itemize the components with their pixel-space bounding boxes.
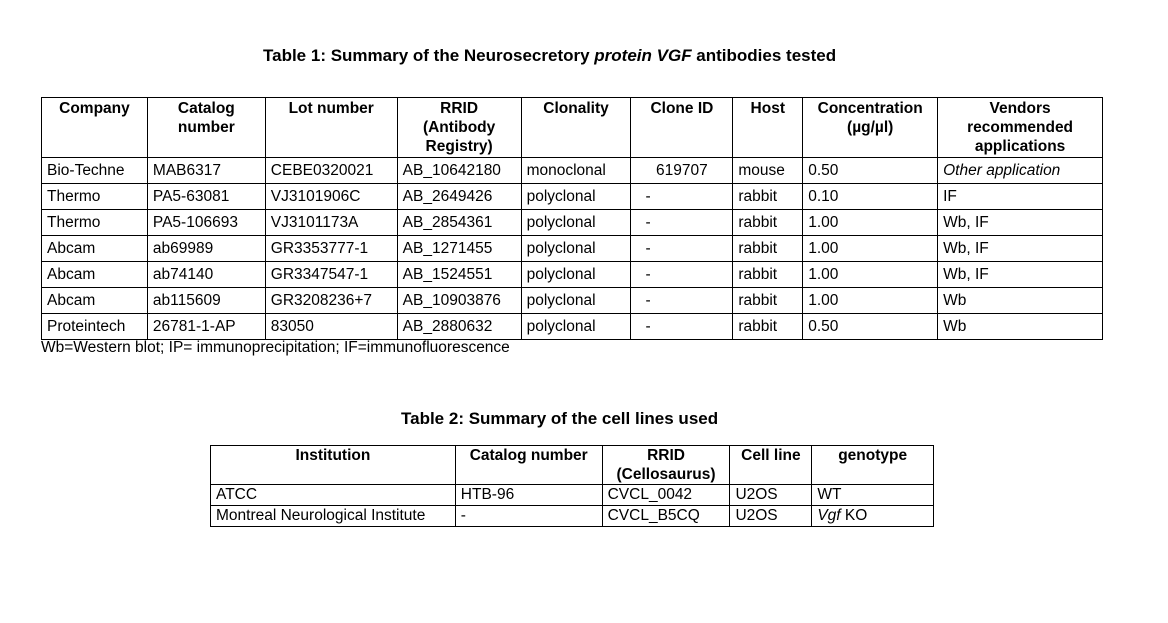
cell-institution: Montreal Neurological Institute (211, 506, 456, 527)
cell-catalog: ab115609 (147, 288, 265, 314)
cell-host: rabbit (733, 314, 803, 340)
header-host: Host (733, 98, 803, 158)
cell-clone-id: - (631, 236, 733, 262)
cell-clonality: polyclonal (521, 262, 631, 288)
cell-host: rabbit (733, 262, 803, 288)
table-row (211, 485, 934, 506)
cell-clone-id: 619707 (631, 158, 733, 184)
table-row (42, 314, 1103, 340)
table1-title-text: Table 1: Summary of the Neurosecretory (263, 46, 595, 65)
cell-clone-id: - (631, 184, 733, 210)
cell-applications: Wb, IF (938, 262, 1103, 288)
table1-title-suffix: antibodies tested (691, 46, 837, 65)
cell-rrid: AB_2854361 (397, 210, 521, 236)
cell-company: Thermo (42, 184, 148, 210)
cell-lot: VJ3101173A (265, 210, 397, 236)
cell-concentration: 1.00 (803, 262, 938, 288)
table-row (42, 158, 1103, 184)
cell-applications: Wb, IF (938, 210, 1103, 236)
table2-title: Table 2: Summary of the cell lines used (401, 409, 719, 428)
cell-clonality: polyclonal (521, 210, 631, 236)
cell-lot: GR3208236+7 (265, 288, 397, 314)
cell-host: rabbit (733, 184, 803, 210)
cell-catalog: MAB6317 (147, 158, 265, 184)
table-row (211, 506, 934, 527)
cell-lot: 83050 (265, 314, 397, 340)
cell-catalog: ab74140 (147, 262, 265, 288)
cell-genotype: WT (812, 485, 934, 506)
cell-catalog: PA5-63081 (147, 184, 265, 210)
cell-company: Thermo (42, 210, 148, 236)
table2-header-row (211, 446, 934, 485)
cell-host: rabbit (733, 210, 803, 236)
cell-rrid: AB_1271455 (397, 236, 521, 262)
cell-clonality: polyclonal (521, 236, 631, 262)
header-genotype: genotype (812, 446, 934, 485)
table-row (42, 288, 1103, 314)
cell-concentration: 1.00 (803, 210, 938, 236)
cell-rrid: AB_2880632 (397, 314, 521, 340)
cell-applications: Wb (938, 288, 1103, 314)
cell-clonality: monoclonal (521, 158, 631, 184)
cell-company: Abcam (42, 262, 148, 288)
header-applications: Vendors recommended applications (938, 98, 1103, 158)
cell-clone-id: - (631, 262, 733, 288)
cell-lot: CEBE0320021 (265, 158, 397, 184)
header-rrid: RRID (Cellosaurus) (602, 446, 730, 485)
cell-applications: Other application (938, 158, 1103, 184)
cell-host: mouse (733, 158, 803, 184)
table-row (42, 262, 1103, 288)
cell-cell-line: U2OS (730, 485, 812, 506)
header-institution: Institution (211, 446, 456, 485)
cell-cell-line: U2OS (730, 506, 812, 527)
header-rrid: RRID (Antibody Registry) (397, 98, 521, 158)
cell-clonality: polyclonal (521, 184, 631, 210)
header-lot: Lot number (265, 98, 397, 158)
cell-applications: Wb (938, 314, 1103, 340)
cell-lot: GR3353777-1 (265, 236, 397, 262)
table1-footnote: Wb=Western blot; IP= immunoprecipitation; IF=immunofluorescence (41, 339, 510, 356)
cell-rrid: CVCL_B5CQ (602, 506, 730, 527)
cell-applications: Wb, IF (938, 236, 1103, 262)
genotype-gene: Vgf (817, 507, 841, 524)
cell-catalog: HTB-96 (455, 485, 602, 506)
cell-catalog: - (455, 506, 602, 527)
cell-rrid: AB_2649426 (397, 184, 521, 210)
cell-rrid: AB_1524551 (397, 262, 521, 288)
header-concentration: Concentration (µg/µl) (803, 98, 938, 158)
table-row (42, 184, 1103, 210)
cell-clone-id: - (631, 210, 733, 236)
cell-rrid: AB_10642180 (397, 158, 521, 184)
cell-concentration: 0.50 (803, 158, 938, 184)
header-cell-line: Cell line (730, 446, 812, 485)
cell-genotype (812, 506, 934, 527)
cell-rrid: CVCL_0042 (602, 485, 730, 506)
cell-company: Abcam (42, 236, 148, 262)
cell-concentration: 1.00 (803, 288, 938, 314)
antibody-table (41, 97, 1103, 340)
cell-host: rabbit (733, 288, 803, 314)
table-row (42, 210, 1103, 236)
cell-concentration: 0.50 (803, 314, 938, 340)
cell-clonality: polyclonal (521, 288, 631, 314)
header-clone-id: Clone ID (631, 98, 733, 158)
cell-line-table (210, 445, 934, 527)
cell-host: rabbit (733, 236, 803, 262)
cell-company: Bio-Techne (42, 158, 148, 184)
header-company: Company (42, 98, 148, 158)
cell-clone-id: - (631, 288, 733, 314)
header-catalog-number: Catalog number (455, 446, 602, 485)
cell-applications: IF (938, 184, 1103, 210)
cell-concentration: 1.00 (803, 236, 938, 262)
cell-lot: VJ3101906C (265, 184, 397, 210)
cell-catalog: PA5-106693 (147, 210, 265, 236)
genotype-suffix: KO (840, 507, 868, 524)
table1-title (263, 46, 836, 66)
cell-lot: GR3347547-1 (265, 262, 397, 288)
header-clonality: Clonality (521, 98, 631, 158)
table1-title-italic: protein VGF (594, 46, 692, 65)
cell-institution: ATCC (211, 485, 456, 506)
cell-catalog: 26781-1-AP (147, 314, 265, 340)
cell-clonality: polyclonal (521, 314, 631, 340)
cell-company: Abcam (42, 288, 148, 314)
header-catalog: Catalog number (147, 98, 265, 158)
cell-catalog: ab69989 (147, 236, 265, 262)
cell-concentration: 0.10 (803, 184, 938, 210)
table1-header-row (42, 98, 1103, 158)
cell-clone-id: - (631, 314, 733, 340)
cell-company: Proteintech (42, 314, 148, 340)
table-row (42, 236, 1103, 262)
cell-rrid: AB_10903876 (397, 288, 521, 314)
